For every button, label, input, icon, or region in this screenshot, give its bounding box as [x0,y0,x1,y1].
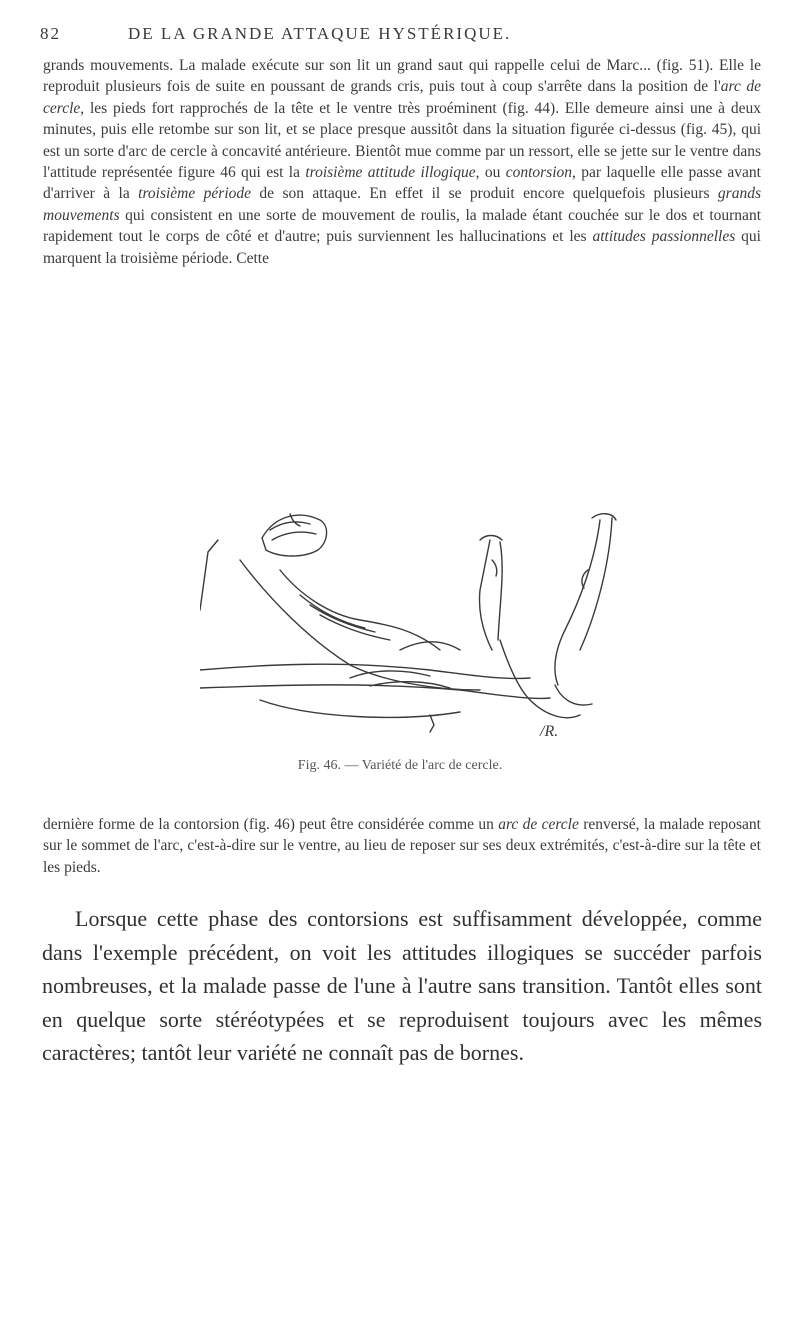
italic-term: grands mouvements [43,185,761,224]
artist-signature: /R. [540,723,559,740]
paragraph-3 [42,902,762,1070]
italic-term: arc de cercle [43,78,762,117]
leg-right [555,518,612,685]
italic-term: troisième période [138,185,252,203]
text-segment: renversé, la malade reposant sur le sommet de l'arc, c'est-à-dire sur le ventre, au lieu de reposer sur ses deux extrémités, c'est-à-dire sur la tête et les pieds. [43,816,761,876]
figure-illustration [200,500,620,740]
bed-lower [200,685,550,699]
italic-term: attitudes passionnelles [592,228,736,246]
text-segment: dernière forme de la contorsion (fig. 46) peut être considérée comme un [43,816,499,833]
text-segment: , ou [475,164,506,182]
paragraph-2 [43,814,761,878]
text-segment: , par laquelle elle passe avant d'arriver à la [43,164,761,203]
page-number: 82 [40,24,61,43]
italic-term: troisième attitude illogique [305,164,476,182]
text-segment: qui consistent en une sorte de mouvement de roulis, la malade étant couchée sur le dos et tournant rapidement tout le corps de côté et d'autre; puis surviennent les hallucinations et les [43,206,761,246]
text-segment: qui marquent la troisième période. Cette [43,228,761,267]
leg-left [480,540,503,650]
contortion-drawing [200,500,620,740]
running-title: DE LA GRANDE ATTAQUE HYSTÉRIQUE. [128,24,512,43]
body-shading [300,595,390,640]
italic-term: contorsion [505,164,572,182]
back-line [200,540,218,610]
paragraph-1 [43,55,761,269]
arm-line [280,570,440,650]
italic-term: arc de cercle [498,816,579,833]
paragraph-3-text: Lorsque cette phase des contorsions est suffisamment développée, comme dans l'exemple précédent, on voit les attitudes illogiques se succéder parfois nombreuses, et la malade passe de l'une à l'autre sans transition. Tantôt elles sont en quelque sorte stéréotypées et se reproduisent toujours avec les mêmes caractères; tantôt leur variété ne connaît pas de bornes. [42,906,762,1066]
text-segment: , les pieds fort rapprochés de la tête et le ventre très proéminent (fig. 44). Elle demeure ainsi une à deux minutes, puis elle retombe sur son lit, et se place presque aussitôt dans la situation figurée ci-dessus (fig. 45), qui est un sorte d'arc de cercle à concavité antérieure. Bientôt mue comme par un ressort, elle se jette sur le ventre dans l'attitude représentée figure 46 qui est la [43,99,761,182]
figure-caption: Fig. 46. — Variété de l'arc de cercle. [297,758,503,773]
torso-curve [240,560,480,690]
scribble [430,715,434,732]
foot-left [480,536,502,577]
hair-strands [270,514,316,540]
page-header [40,18,760,48]
text-segment: grands mouvements. La malade exécute sur son lit un grand saut qui rappelle celui de Marc... (fig. 51). Elle le reproduit plusieurs fois de suite en poussant de grands cris, puis tout à coup s'arrête dans la position de l' [43,57,761,96]
text-segment: de son attaque. En effet il se produit encore quelquefois plusieurs [251,185,718,203]
